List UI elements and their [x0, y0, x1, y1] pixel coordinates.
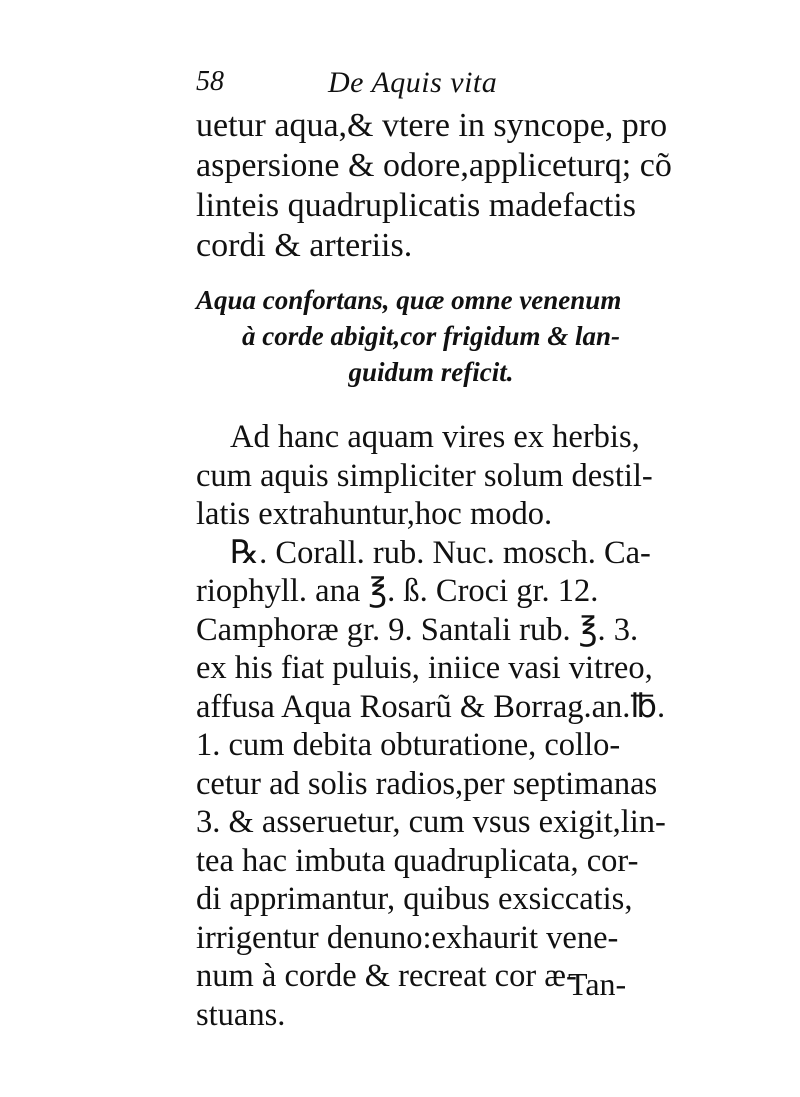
text-line: ex his fiat puluis, iniice vasi vitreo, — [196, 650, 653, 686]
heading-line: à corde abigit,cor frigidum & lan- — [242, 321, 620, 351]
heading-line: Aqua confortans, quæ omne venenum — [196, 285, 622, 315]
text-line: latis extrahuntur,hoc modo. — [196, 496, 553, 532]
text-line: 1. cum debita obturatione, collo- — [196, 727, 621, 763]
recipe-heading — [196, 282, 666, 390]
text-line: tea hac imbuta quadruplicata, cor- — [196, 842, 639, 879]
text-line: uetur aqua,& vtere in syncope, pro — [196, 107, 668, 144]
text-line: aspersione & odore,appliceturq; cõ — [196, 147, 672, 184]
text-line: affusa Aqua Rosarũ & Borrag.an.℔. — [196, 688, 666, 725]
text-line: riophyll. ana ℥. ß. Croci gr. 12. — [196, 573, 599, 609]
heading-line: guidum reficit. — [348, 357, 514, 387]
page-number: 58 — [196, 66, 224, 97]
text-line: stuans. — [196, 996, 286, 1033]
text-line: linteis quadruplicatis madefactis — [196, 187, 636, 224]
text-line: cum aquis simpliciter solum destil- — [196, 457, 653, 494]
running-head: De Aquis vita — [328, 66, 498, 99]
page-header — [196, 66, 656, 106]
text-line: Ad hanc aquam vires ex herbis, — [230, 419, 640, 455]
recipe-body — [196, 418, 666, 1034]
text-line: 3. & asseruetur, cum vsus exigit,lin- — [196, 804, 666, 840]
text-line: ℞. Corall. rub. Nuc. mosch. Ca- — [230, 534, 651, 571]
catchword: Tan- — [568, 966, 627, 1002]
text-line: cordi & arteriis. — [196, 227, 413, 264]
text-line: num à corde & recreat cor æ- — [196, 958, 577, 994]
text-line: irrigentur denuno:exhaurit vene- — [196, 919, 619, 956]
text-line: Camphoræ gr. 9. Santali rub. ℥. 3. — [196, 611, 639, 648]
text-line: cetur ad solis radios,per septimanas — [196, 765, 658, 802]
continuation-paragraph — [196, 106, 672, 266]
text-line: di apprimantur, quibus exsiccatis, — [196, 881, 633, 917]
